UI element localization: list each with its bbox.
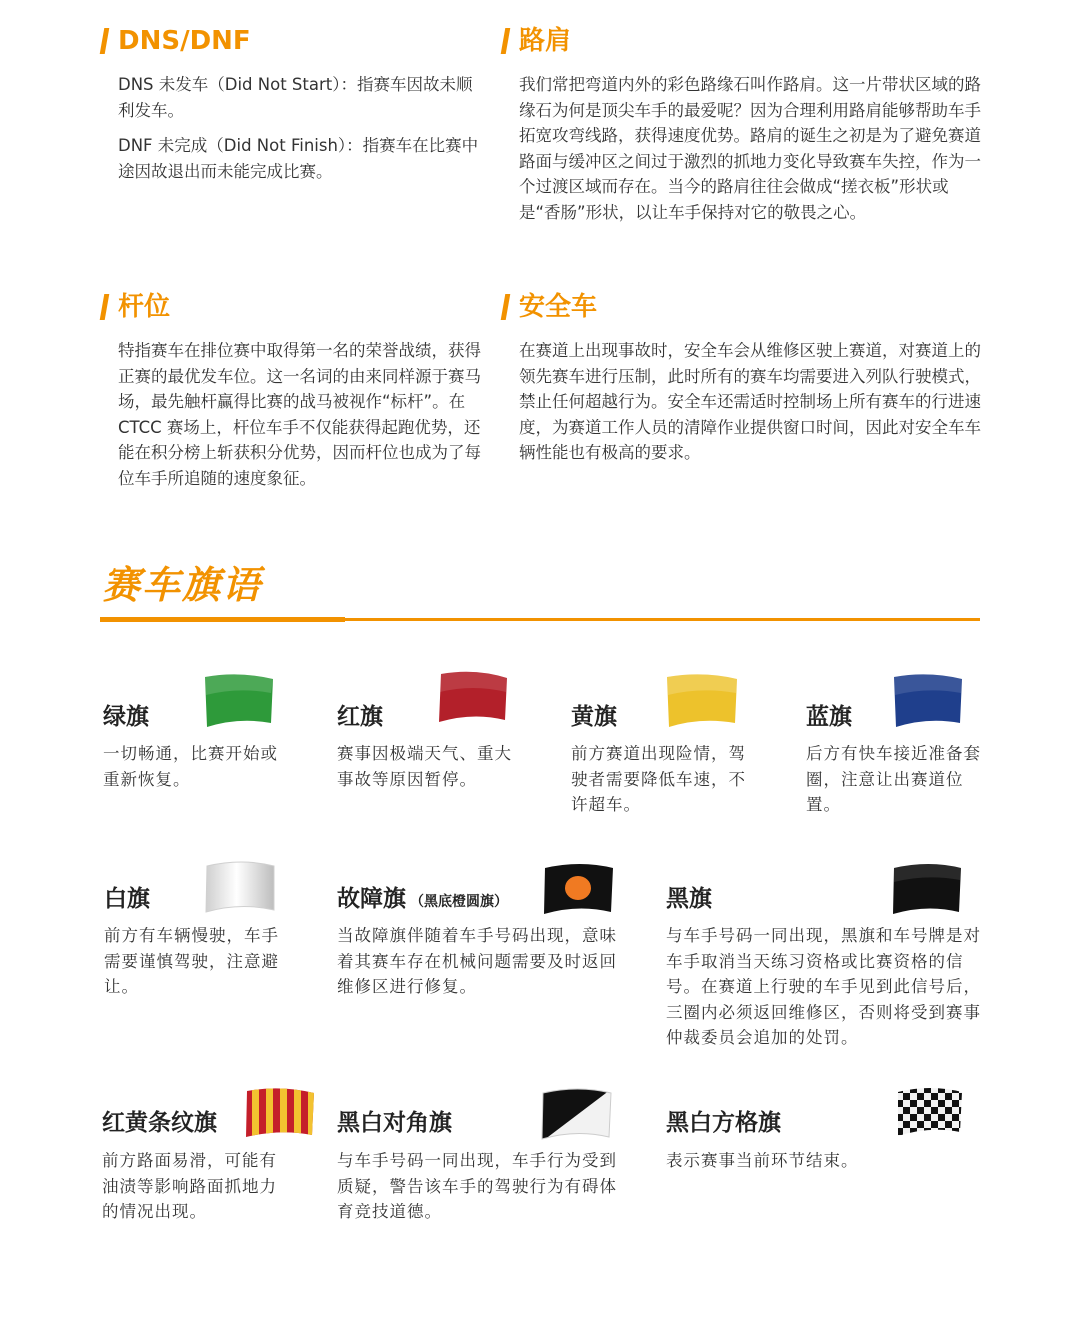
checkered-flag-icon [896,1086,964,1140]
yellow-flag-icon [665,673,739,729]
flag-description: 后方有快车接近准备套圈，注意让出赛道位置。 [806,744,981,814]
term-paragraph: DNS 未发车（Did Not Start）：指赛车因故未顺利发车。 [118,75,473,120]
flag-name: 红旗 [337,704,383,730]
section-title: 赛车旗语 [102,563,263,607]
term-paragraph: 我们常把弯道内外的彩色路缘石叫作路肩。这一片带状区域的路缘石为何是顶尖车手的最爱呢？因为合理利用路肩能够帮助车手拓宽攻弯线路，获得速度优势。路肩的诞生之初是为了避免赛道路面与缓冲区之间过于激烈的抓地力变化导致赛车失控，作为一个过渡区域而存在。当今的路肩往往会做成“搓衣板”形状或是“香肠”形状，以让车手保持对它的敬畏之心。 [519,75,981,222]
term-safety-car [503,290,983,466]
flag-description: 前方赛道出现险情，驾驶者需要降低车速，不许超车。 [571,744,746,814]
flag-name [337,884,508,917]
white-flag-icon [204,860,278,916]
flag-card-blue [806,670,986,820]
flag-card-red [337,670,527,820]
black-flag-icon [891,862,963,918]
flag-name-main: 故障旗 [337,886,406,912]
blue-flag-icon [892,673,964,729]
flag-card-checkered [666,1082,986,1232]
flag-card-green [103,670,293,820]
flag-card-black-white-diagonal [337,1082,637,1232]
divider-thin [345,618,980,621]
black-white-diagonal-flag-icon [540,1087,614,1143]
term-curb [503,24,983,225]
flag-name: 黑白方格旗 [666,1110,781,1136]
flag-card-white [104,858,294,1008]
flag-card-black [666,858,986,1058]
flag-name: 黄旗 [571,704,617,730]
term-paragraph: 在赛道上出现事故时，安全车会从维修区驶上赛道，对赛道上的领先赛车进行压制，此时所有的赛车均需要进入列队行驶模式，禁止任何超越行为。安全车还需适时控制场上所有赛车的行进速度，为赛道工作人员的清障作业提供窗口时间，因此对安全车车辆性能也有极高的要求。 [519,341,981,462]
flag-description: 前方路面易滑，可能有油渍等影响路面抓地力的情况出现。 [102,1151,277,1221]
section-divider [100,617,980,621]
flag-description: 与车手号码一同出现，车手行为受到质疑，警告该车手的驾驶行为有碍体育竞技道德。 [337,1151,617,1221]
term-title: DNS/DNF [102,24,482,58]
flag-card-red-yellow [102,1082,322,1232]
flag-name: 红黄条纹旗 [102,1110,217,1136]
flag-card-yellow [571,670,761,820]
flag-description: 前方有车辆慢驶，车手需要谨慎驾驶，注意避让。 [104,926,279,996]
red-flag-icon [437,670,511,726]
flag-description: 一切畅通，比赛开始或重新恢复。 [103,744,278,789]
term-paragraph: DNF 未完成（Did Not Finish）：指赛车在比赛中途因故退出而未能完成比赛。 [118,136,479,181]
flag-name: 白旗 [104,886,150,912]
red-yellow-striped-flag-icon [244,1085,316,1141]
flag-name-sub: （黑底橙圆旗） [410,894,508,910]
term-pole-position [102,290,482,491]
flag-name: 蓝旗 [806,704,852,730]
term-dns-dnf [102,24,482,184]
flag-description: 当故障旗伴随着车手号码出现，意味着其赛车存在机械问题需要及时返回维修区进行修复。 [337,926,617,996]
divider-thick [100,617,345,622]
flag-card-mechanical [337,858,637,1008]
flag-description: 与车手号码一同出现，黑旗和车号牌是对车手取消当天练习资格或比赛资格的信号。在赛道上行驶的车手见到此信号后，三圈内必须返回维修区，否则将受到赛事仲裁委员会追加的处罚。 [666,926,981,1047]
term-paragraph: 特指赛车在排位赛中取得第一名的荣誉战绩，获得正赛的最优发车位。这一名词的由来同样源于赛马场，最先触杆赢得比赛的战马被视作“标杆”。在 CTCC 赛场上，杆位车手不仅能获得起跑优势，还能在积分榜上斩获积分优势，因而杆位也成为了每位车手所追随的速度象征。 [118,341,481,488]
flag-description: 赛事因极端天气、重大事故等原因暂停。 [337,744,512,789]
term-title: 杆位 [102,290,482,324]
flag-name: 黑白对角旗 [337,1110,452,1136]
black-orange-disc-flag-icon [542,862,616,918]
flag-description: 表示赛事当前环节结束。 [666,1151,859,1170]
flag-name: 黑旗 [666,886,712,912]
term-title: 路肩 [503,24,983,58]
green-flag-icon [203,673,275,729]
term-title: 安全车 [503,290,983,324]
flag-name: 绿旗 [103,704,149,730]
